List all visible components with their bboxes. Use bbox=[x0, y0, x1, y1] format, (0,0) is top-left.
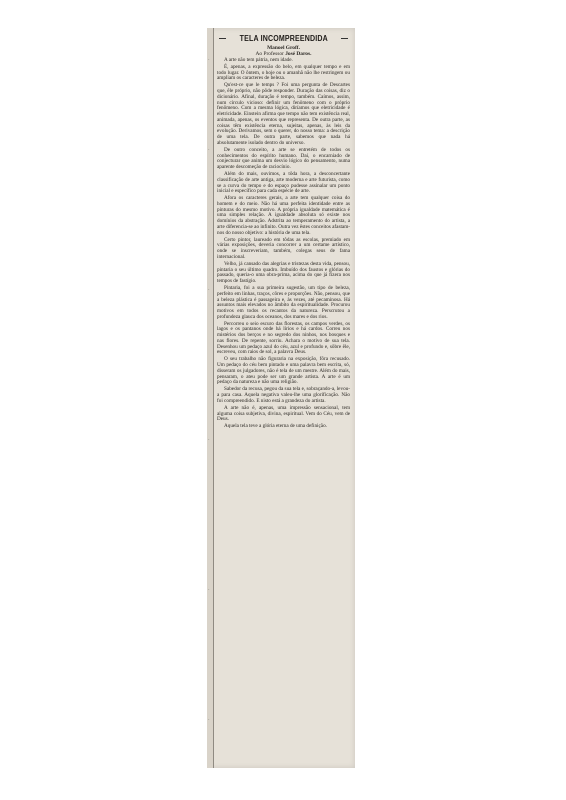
paragraph: A arte não é, apenas, uma impressão sensacional, tem alguma coisa subjetiva, divina, espiritual. Vem do Céu, vem de Deus. bbox=[217, 404, 350, 423]
dedication-name: José Daros. bbox=[285, 51, 312, 57]
paragraph: Certo pintor, laureado em tôdas as escolas, premiado em várias exposições, deveria concorrer a um certame artístico, onde se inscreveriam, também, colegas seus de fama internacional. bbox=[217, 236, 350, 260]
article-body bbox=[217, 58, 350, 430]
margin-mark: · bbox=[208, 438, 210, 443]
dedication-prefix: Ao Professor bbox=[255, 51, 286, 57]
article-author: Manoel Groff. bbox=[267, 45, 300, 51]
newspaper-clipping bbox=[207, 28, 355, 768]
paragraph: Pintaria, foi a sua primeira sugestão, um tipo de beleza, perfeito em linhas, traços, côres e proporções. Não, pensou, que a beleza plástica é passageira e, às vezes, até pecaminosa. Há assuntos mais elevados no âmbito da espiritualidade. Procurou motivos em todos os recantos da natureza. Perscrutou a profundeza glauca dos oceanos, dos mares e dos rios. bbox=[217, 285, 350, 320]
paragraph: Percorreu o seio escuro das florestas, os campos verdes, os lagos e os pantanos onde há lírios e há cardos. Correu nos mistérios dos berços e no segredo dos ninhos, nos bosques e nas flores. De repente, sorriu. Achara o motivo de sua tela. Desenhou um pedaço azul do céu, azul e profundo e, sôbre êle, escreveu, com raios de sol, a palavra Deus. bbox=[217, 320, 350, 356]
paragraph: É, apenas, a expressão do belo, em qualquer tempo e em todo lugar. O ôntem, o hoje ou o amanhã não lhe restringem ou ampliam os caracteres de beleza. bbox=[217, 63, 350, 82]
paragraph: A arte não tem pátria, nem idade. bbox=[224, 57, 293, 63]
paragraph: De outro conceito, a arte se entretém de todos os conhecimentos do espírito humano. Daí, o encarniado de conjecturar que anima um desvio lógico do pensamento, numa aparente descomeção de raciocínio. bbox=[217, 146, 350, 171]
left-margin-strip bbox=[207, 28, 214, 768]
article-title: TELA INCOMPREENDIDA bbox=[239, 33, 328, 43]
paragraph: Velho, já cansado das alegrias e tristezas desta vida, pensou, pintaria o seu último quadro. Imbuído dos faustos e glórias do passado, queria-o uma obra-prima, acima do que já fizera nos tempos de fastígio. bbox=[217, 260, 350, 285]
margin-mark: · bbox=[208, 718, 210, 723]
paragraph: Qu'est-ce que le temps ? Foi uma pergunta de Descartes que, êle próprio, não pôde responder. Duração das coisas, diz o dicionário. Afinal, duração é tempo, também. Caímos, assim, num círculo vicioso: definir um fenômeno com o próprio fenômeno. Com a mesma lógica, diríamos que eletricidade é eletricidade. Einstein afirma que tempo não tem existência real, animada, apenas, os eventos que representa. De outra parte, as coisas têm existência eterna, sujeitas, apenas, às leis da evolução. Derivamos, sem o querer, do nosso tema: a descrição de uma tela. De outra parte, sabemos que nada há absolutamente isolado dentro do universo. bbox=[217, 82, 350, 146]
margin-mark: · bbox=[208, 148, 210, 153]
margin-mark: · bbox=[208, 58, 210, 63]
header-dash-left bbox=[219, 38, 226, 39]
margin-mark: · bbox=[208, 588, 210, 593]
header-dash-right bbox=[341, 38, 348, 39]
article bbox=[217, 31, 350, 431]
paragraph: Sabedor da recusa, pegou da sua tela e, sobraçando-a, levou-a para casa. Aquela negativa valeu-lhe uma glorificação. Não foi compreendido. E nisto está a grandeza do artista. bbox=[217, 386, 350, 404]
paragraph: Além do mais, ouvimos, a tôda hora, a desconcertante classificação de arte antiga, arte moderna e arte futurista, como se a curva do tempo e do espaço pudesse assinalar um ponto inicial e específico para cada espécie de arte. bbox=[217, 171, 350, 195]
margin-mark: · bbox=[208, 288, 210, 293]
paragraph: Afora os caracteres gerais, a arte tem qualquer coisa do homem e do meio. Não há uma perfeita identidade entre as pinturas do mesmo motivo. A própria igualdade matemática é uma simples relação. A igualdade absoluta só existe nos domínios da abstração. Adstrita ao temperamento do artista, a arte diferencia-se ao infinito. Outra vez êstes conceitos afastam-nos do nosso objetivo: a história de uma tela. bbox=[217, 195, 350, 236]
paragraph: Aquela tela teve a glória eterna de uma definição. bbox=[224, 423, 327, 430]
article-header bbox=[217, 31, 350, 45]
paragraph: O seu trabalho não figuraria na exposição, fôra recusado. Um pedaço do céu bem pintado e uma palavra bem escrita, só, disseram os julgadores, não é tela de um mestre. Além do mais, pensaram, o ateu pode ser um grande artista. A arte é um pedaço da natureza e não uma religião. bbox=[217, 356, 350, 386]
